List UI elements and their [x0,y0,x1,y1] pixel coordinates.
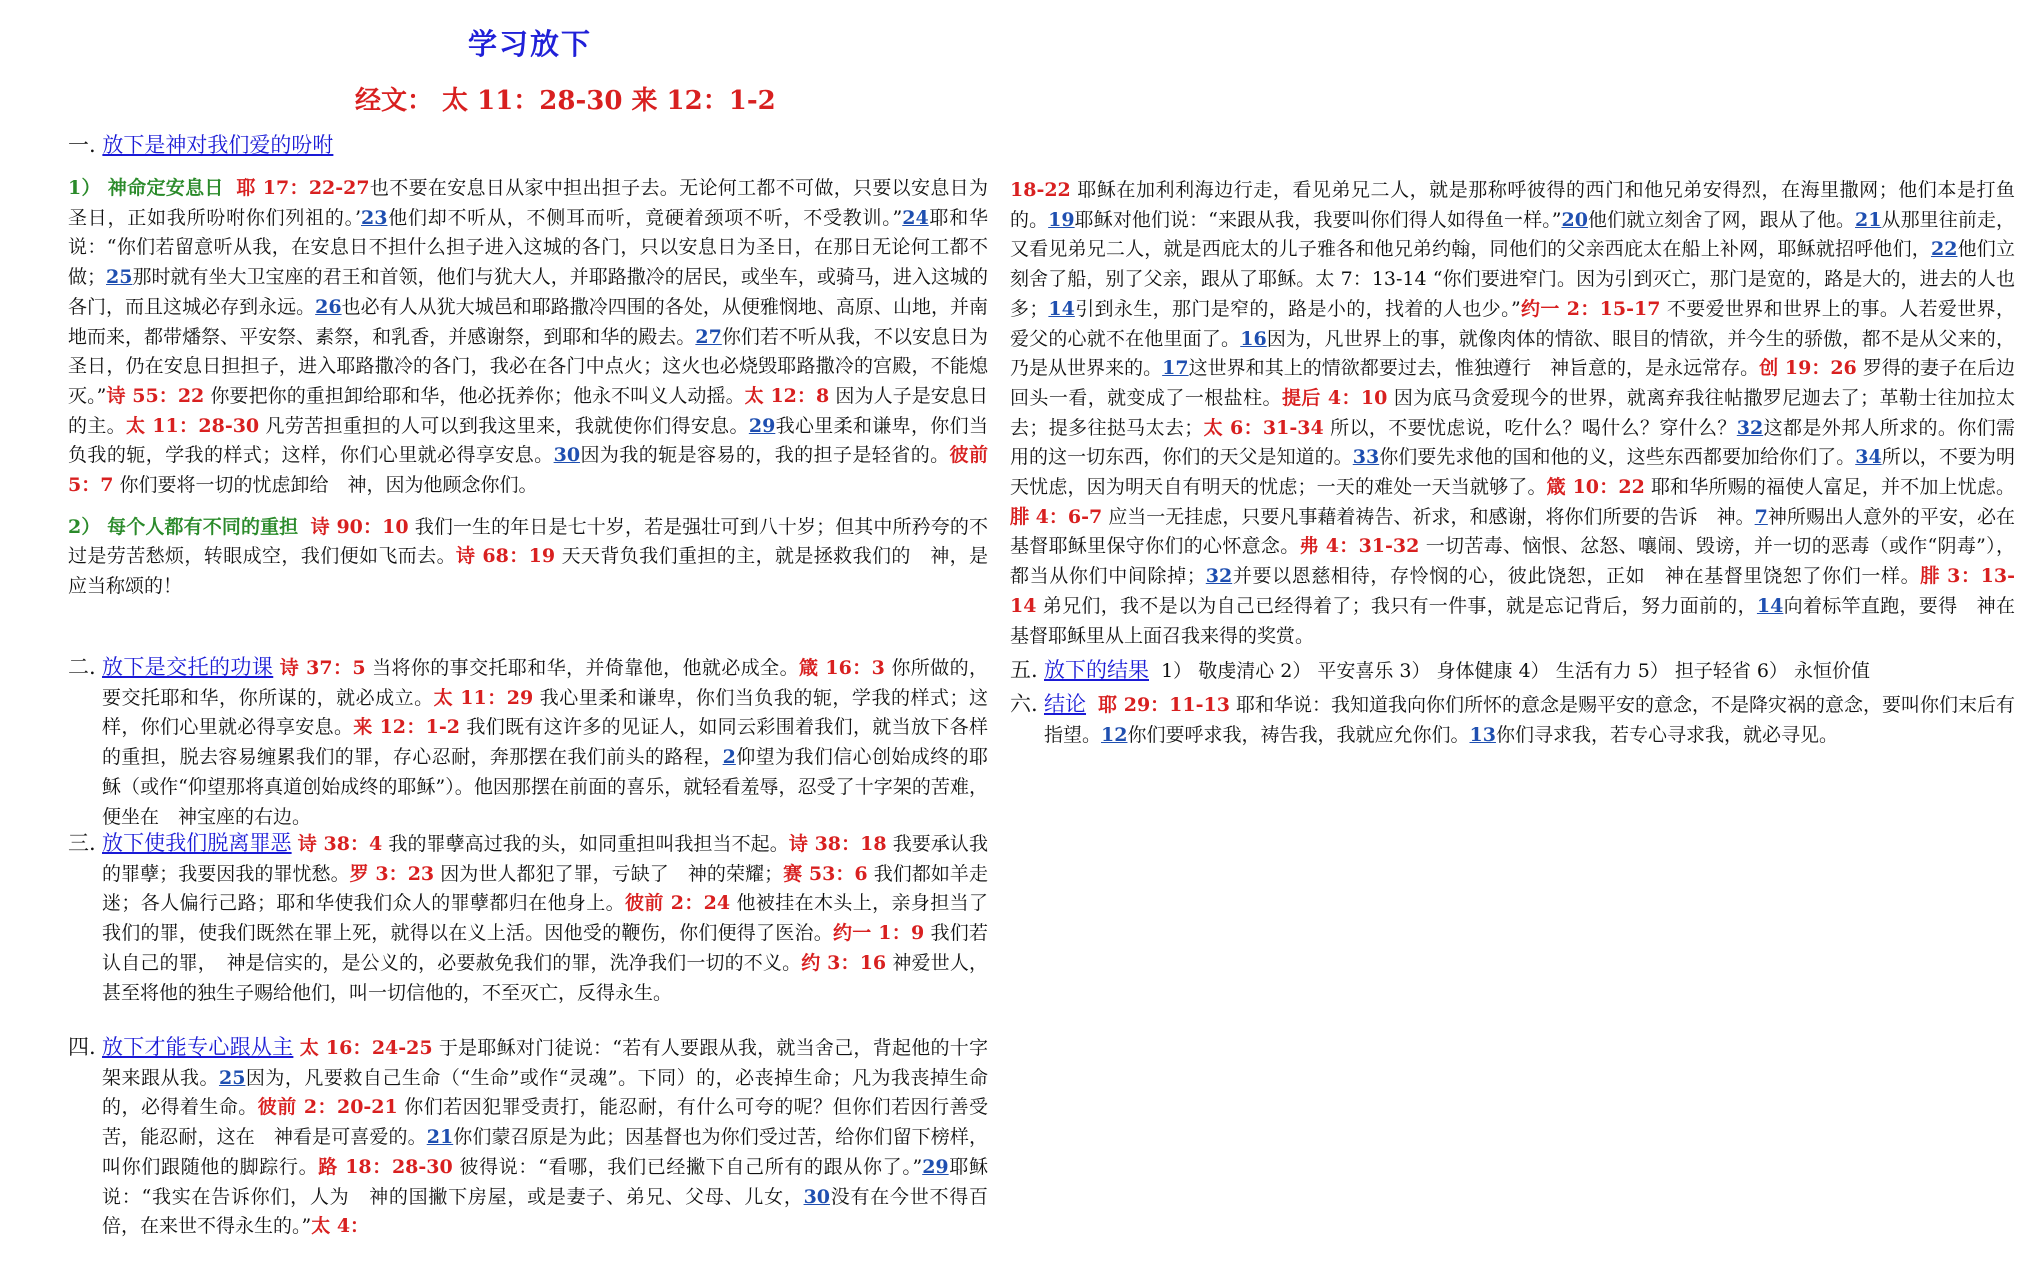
bible-ref: 太 12：8 [744,384,830,407]
bible-ref: 诗 37：5 [279,657,366,679]
bible-ref: 赛 53：6 [783,862,868,885]
verse-number-link[interactable]: 24 [902,206,929,229]
section-4-paragraph-left [102,1032,988,1242]
bible-ref: 罗 3：23 [349,862,435,885]
verse-text: 你们若因犯罪受责打，能忍耐，有什么可夸的呢？但你们若因行善受苦，能忍耐，这在 神看是可喜爱的。 [102,1096,988,1149]
verse-text: 当将你的事交托耶和华，并倚靠他，他就必成全。 [372,657,799,679]
verse-text: 你们要将一切的忧虑卸给 神，因为他顾念你们。 [119,474,538,497]
verse-text: 彼得说：“看哪，我们已经撇下自己所有的跟从你了。” [459,1155,923,1178]
verse-number-link[interactable]: 19 [1048,208,1075,231]
bible-ref: 弗 4：31-32 [1299,535,1420,558]
bible-ref: 彼前 2：20-21 [257,1096,398,1119]
bible-ref: 腓 3：13-14 [1010,565,2015,617]
bible-ref: 太 16：24-25 [299,1037,433,1059]
verse-number-link[interactable]: 13 [1469,723,1496,746]
verse-text: 我们一生的年日是七十岁，若是强壮可到八十岁；但其中所矜夸的不过是劳苦愁烦，转眼成空，我们便如飞而去。 [68,515,988,568]
verse-text: 你们寻求我，若专心寻求我，就必寻见。 [1495,723,1838,746]
verse-text: 也必有人从犹大城邑和耶路撒冷四围的各处，从便雅悯地、高原、山地，并南地而来，都带燔祭、平安祭、素祭，和乳香，并感谢祭，到耶和华的殿去。 [68,295,988,348]
scripture-reference: 经文： 太 11：28-30 来 12：1-2 [355,86,776,116]
verse-number-link[interactable]: 32 [1205,565,1233,588]
section-number: 六. [1010,691,1038,716]
page-title: 学习放下 [468,27,593,61]
section-title-link[interactable]: 放下使我们脱离罪恶 [102,831,292,855]
section-1 [68,130,988,602]
verse-number-link[interactable]: 21 [1855,208,1882,231]
bible-ref: 路 18：28-30 [318,1155,453,1178]
verse-text: 耶稣对他们说：“来跟从我，我要叫你们得人如得鱼一样。” [1074,208,1562,231]
bible-ref: 诗 90：10 [310,515,409,538]
verse-text: 因为我的轭是容易的，我的担子是轻省的。 [580,444,950,467]
verse-text: 因为底马贪爱现今的世界，就离弃我往帖撒罗尼迦去了；革勒士往加拉太去；提多往挞马太去； [1010,386,2015,439]
verse-number-link[interactable]: 16 [1240,327,1267,350]
verse-number-link[interactable]: 32 [1736,416,1764,439]
verse-text: 神所赐出人意外的平安，必在基督耶稣里保守你们的心怀意念。 [1010,505,2015,558]
verse-text: 你所做的，要交托耶和华，你所谋的，就必成立。 [102,657,988,709]
section-title-link[interactable]: 放下才能专心跟从主 [102,1035,294,1059]
verse-text: 所以，不要忧虑说，吃什么？喝什么？穿什么？ [1330,416,1737,439]
bible-ref: 太 4： [311,1215,370,1238]
bible-ref: 创 19：26 [1759,357,1857,380]
verse-text: 我们若认自己的罪， 神是信实的，是公义的，必要赦免我们的罪，洗净我们一切的不义。 [102,922,988,974]
verse-number-link[interactable]: 34 [1855,446,1882,469]
verse-number-link[interactable]: 7 [1754,505,1768,528]
section-number: 二. [68,655,96,679]
section-3-paragraph [102,828,988,1008]
bible-ref: 耶 17：22-27 [236,177,370,199]
bible-ref: 耶 29：11-13 [1098,693,1230,716]
verse-text: 耶和华说：我知道我向你们所怀的意念是赐平安的意念，不是降灾祸的意念，要叫你们末后有指望。 [1044,693,2015,746]
verse-number-link[interactable]: 22 [1930,238,1958,261]
verse-text: 一切苦毒、恼恨、忿怒、嚷闹、毁谤，并一切的恶毒（或作“阴毒”），都当从你们中间除掉； [1010,535,2015,588]
verse-number-link[interactable]: 27 [695,325,722,348]
bible-ref: 太 6：31-34 [1203,416,1324,439]
section-1-paragraph-1 [68,174,988,501]
bible-ref: 诗 68：19 [456,545,556,568]
verse-text: 因为世人都犯了罪，亏缺了 神的荣耀； [440,862,784,885]
section-number: 一. [68,133,96,157]
verse-number-link[interactable]: 23 [360,206,388,229]
bible-ref: 诗 55：22 [106,384,205,407]
results-list: 1） 敬虔清心 2） 平安喜乐 3） 身体健康 4） 生活有力 5） 担子轻省 6） 永恒价值 [1161,660,1871,683]
bible-ref: 箴 10：22 [1546,476,1645,499]
verse-number-link[interactable]: 29 [748,414,776,437]
verse-number-link[interactable]: 25 [218,1066,246,1089]
verse-text: 我们都如羊走迷；各人偏行己路；耶和华使我们众人的罪孽都归在他身上。 [102,862,988,915]
verse-text: 我心里柔和谦卑，你们当负我的轭，学我的样式；这样，你们心里就必得享安息。 [102,686,988,739]
verse-number-link[interactable]: 14 [1756,594,1784,617]
verse-text: 向着标竿直跑，要得 神在基督耶稣里从上面召我来得的奖赏。 [1010,594,2015,647]
verse-text: 也不要在安息日从家中担出担子去。无论何工都不可做，只要以安息日为圣日，正如我所吩咐你们列祖的。’ [68,177,988,229]
verse-number-link[interactable]: 25 [106,266,133,289]
section-2-row [68,652,988,832]
verse-text: 这都是外邦人所求的。你们需用的这一切东西，你们的天父是知道的。 [1010,416,2015,469]
verse-text: 于是耶稣对门徒说：“若有人要跟从我，就当舍己，背起他的十字架来跟从我。 [102,1037,989,1089]
verse-number-link[interactable]: 20 [1561,208,1588,231]
verse-text: 你们要呼求我，祷告我，我就应允你们。 [1127,723,1470,746]
verse-number-link[interactable]: 26 [315,295,342,318]
verse-text: 罗得的妻子在后边回头一看，就变成了一根盐柱。 [1010,357,2015,409]
bible-ref: 彼前 2：24 [625,892,731,915]
verse-text: 弟兄们，我不是以为自己已经得着了；我只有一件事，就是忘记背后，努力面前的， [1042,594,1757,617]
verse-text: 他们就立刻舍了网，跟从了他。 [1587,208,1856,231]
section-5-paragraph [1044,655,2015,687]
section-title-link[interactable]: 放下的结果 [1044,658,1149,683]
verse-text: 从那里往前走，又看见弟兄二人，就是西庇太的儿子雅各和他兄弟约翰，同他们的父亲西庇太在船上补网，耶稣就招呼他们， [1010,208,2015,261]
verse-number-link[interactable]: 2 [722,746,736,769]
verse-text: 我的罪孽高过我的头，如同重担叫我担当不起。 [388,833,789,855]
section-title-link[interactable]: 放下是神对我们爱的吩咐 [102,133,334,157]
section-2-paragraph [102,652,988,832]
subheading: 2） 每个人都有不同的重担 [68,515,299,538]
bible-ref: 18-22 [1010,179,1071,201]
section-4 [68,1032,988,1242]
verse-text: 没有在今世不得百倍，在来世不得永生的。” [102,1185,988,1238]
verse-text: 耶稣说：“我实在告诉你们，人为 神的国撇下房屋，或是妻子、弟兄、父母、儿女， [102,1155,988,1208]
verse-text: 耶和华所赐的福使人富足，并不加上忧虑。 [1651,476,2015,499]
verse-text: 耶和华说：“你们若留意听从我，在安息日不担什么担子进入这城的各门，只以安息日为圣日，在那日无论何工都不做； [68,206,988,289]
section-6 [1010,689,2015,750]
bible-ref: 太 11：28-30 [126,414,260,437]
right-column [1010,176,2015,750]
section-1-paragraph-2 [68,513,988,602]
verse-text: 我心里柔和谦卑，你们当负我的轭，学我的样式；这样，你们心里就必得享安息。 [68,414,988,467]
verse-text: 耶稣在加利利海边行走，看见弟兄二人，就是那称呼彼得的西门和他兄弟安得烈，在海里撒网；他们本是打鱼的。 [1010,179,2015,231]
verse-text: 你要把你的重担卸给耶和华，他必抚养你；他永不叫义人动摇。 [210,384,745,407]
verse-text: 所以，不要为明天忧虑，因为明天自有明天的忧虑；一天的难处一天当就够了。 [1010,446,2015,499]
section-2 [68,652,988,832]
verse-text: 你们若不听从我，不以安息日为圣日，仍在安息日担担子，进入耶路撒冷的各门，我必在各门中点火；这火也必烧毁耶路撒冷的宫殿，不能熄灭。” [68,325,988,407]
verse-text: 我要承认我的罪孽；我要因我的罪忧愁。 [102,833,988,885]
bible-ref: 约 3：16 [801,951,887,974]
verse-number-link[interactable]: 12 [1101,723,1128,746]
subheading: 1） 神命定安息日 [68,177,224,199]
verse-text: 应当一无挂虑，只要凡事藉着祷告、祈求，和感谢，将你们所要的告诉 神。 [1108,505,1755,528]
section-4-paragraph-right [1010,176,2015,651]
verse-text: 不要爱世界和世界上的事。人若爱世界，爱父的心就不在他里面了。 [1010,297,2015,350]
verse-text: 这世界和其上的情欲都要过去，惟独遵行 神旨意的，是永远常存。 [1188,357,1760,380]
bible-ref: 约一 2：15-17 [1520,297,1661,320]
bible-ref: 提后 4：10 [1281,386,1388,409]
verse-number-link[interactable]: 14 [1048,297,1075,320]
section-number: 五. [1010,658,1038,683]
verse-text: 凡劳苦担重担的人可以到我这里来，我就使你们得安息。 [265,414,749,437]
verse-text: 神爱世人，甚至将他的独生子赐给他们，叫一切信他的，不至灭亡，反得永生。 [102,951,988,1004]
verse-text: 并要以恩慈相待，存怜悯的心，彼此饶恕，正如 神在基督里饶恕了你们一样。 [1232,565,1921,588]
verse-number-link[interactable]: 30 [553,444,581,467]
verse-number-link[interactable]: 29 [922,1155,949,1178]
verse-text: 他们立刻舍了船，别了父亲，跟从了耶稣。 [1010,238,2015,291]
verse-number-link[interactable]: 33 [1352,446,1380,469]
bible-ref: 约一 1：9 [832,922,925,945]
verse-text: 仰望为我们信心创始成终的耶稣（或作“仰望那将真道创始成终的耶稣”）。他因那摆在前面的喜乐，就轻看羞辱，忍受了十字架的苦难，便坐在 神宝座的右边。 [102,746,988,828]
verse-text: 太 7：13-14 “你们要进窄门。因为引到灭亡，那门是宽的，路是大的，进去的人也多； [1010,268,2015,320]
verse-text: 我们既有这许多的见证人，如同云彩围着我们，就当放下各样的重担，脱去容易缠累我们的罪，存心忍耐，奔那摆在我们前头的路程， [102,716,988,769]
section-3 [68,828,988,1008]
verse-number-link[interactable]: 30 [803,1185,831,1208]
section-3-row [68,828,988,1008]
section-title-link[interactable]: 放下是交托的功课 [102,655,274,679]
section-6-paragraph [1044,689,2015,750]
section-4-row [68,1032,988,1242]
bible-ref: 来 12：1-2 [353,716,460,739]
section-5 [1010,655,2015,687]
verse-text: 他被挂在木头上，亲身担当了我们的罪，使我们既然在罪上死，就得以在义上活。因他受的鞭伤，你们便得了医治。 [102,892,988,945]
verse-text: 你们蒙召原是为此；因基督也为你们受过苦，给你们留下榜样，叫你们跟随他的脚踪行。 [102,1126,988,1178]
verse-text: 引到永生，那门是窄的，路是小的，找着的人也少。” [1074,297,1521,320]
bible-ref: 彼前 5：7 [68,444,988,497]
bible-ref: 箴 16：3 [799,657,885,679]
verse-text: 天天背负我们重担的主，就是拯救我们的 神，是应当称颂的！ [68,545,988,598]
verse-text: 你们要先求他的国和他的义，这些东西都要加给你们了。 [1379,446,1856,469]
verse-number-link[interactable]: 17 [1162,357,1189,380]
section-number: 三. [68,831,96,855]
verse-text: 因为，凡要救自己生命（“生命”或作“灵魂”。下同）的，必丧掉生命；凡为我丧掉生命的，必得着生命。 [102,1066,988,1119]
bible-ref: 太 11：29 [433,686,534,709]
verse-number-link[interactable]: 21 [426,1126,454,1149]
bible-ref: 诗 38：18 [788,833,887,855]
section-title-link[interactable]: 结论 [1044,691,1087,716]
bible-ref: 腓 4：6-7 [1010,505,1103,528]
verse-text: 因为，凡世界上的事，就像肉体的情欲、眼目的情欲，并今生的骄傲，都不是从父来的，乃是从世界来的。 [1010,327,2015,380]
bible-ref: 诗 38：4 [297,833,383,855]
section-number: 四. [68,1035,96,1059]
verse-text: 因为人子是安息日的主。 [68,384,988,437]
verse-text: 他们却不听从，不侧耳而听，竟硬着颈项不听，不受教训。” [387,206,903,229]
verse-text: 那时就有坐大卫宝座的君王和首领，他们与犹大人，并耶路撒冷的居民，或坐车，或骑马，进入这城的各门，而且这城必存到永远。 [68,266,988,318]
section-1-heading [68,130,988,160]
